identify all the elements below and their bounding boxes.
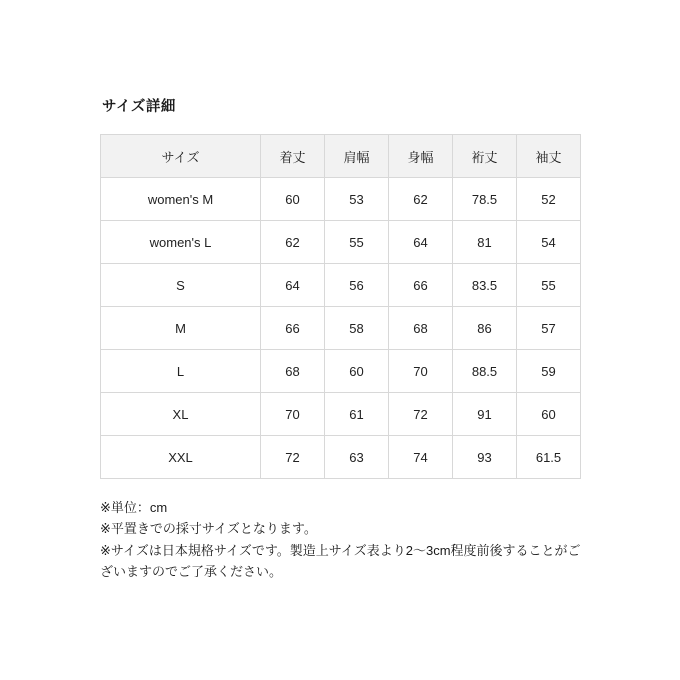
cell-shoulder: 63 xyxy=(325,436,389,479)
cell-chest: 64 xyxy=(389,221,453,264)
cell-sleeve: 57 xyxy=(517,307,581,350)
cell-sleeve: 59 xyxy=(517,350,581,393)
column-header-sleeve: 袖丈 xyxy=(517,135,581,178)
cell-sleeve-span: 78.5 xyxy=(453,178,517,221)
cell-shoulder: 53 xyxy=(325,178,389,221)
cell-sleeve-span: 81 xyxy=(453,221,517,264)
cell-sleeve: 61.5 xyxy=(517,436,581,479)
table-row xyxy=(101,264,581,307)
table-row xyxy=(101,221,581,264)
cell-chest: 62 xyxy=(389,178,453,221)
cell-length: 68 xyxy=(261,350,325,393)
cell-sleeve-span: 91 xyxy=(453,393,517,436)
cell-length: 72 xyxy=(261,436,325,479)
cell-size: XXL xyxy=(101,436,261,479)
cell-sleeve-span: 88.5 xyxy=(453,350,517,393)
column-header-chest: 身幅 xyxy=(389,135,453,178)
cell-sleeve: 52 xyxy=(517,178,581,221)
cell-sleeve-span: 93 xyxy=(453,436,517,479)
cell-shoulder: 60 xyxy=(325,350,389,393)
cell-sleeve-span: 86 xyxy=(453,307,517,350)
column-header-shoulder: 肩幅 xyxy=(325,135,389,178)
cell-shoulder: 58 xyxy=(325,307,389,350)
cell-sleeve: 54 xyxy=(517,221,581,264)
table-row xyxy=(101,436,581,479)
table-header xyxy=(101,135,581,178)
column-header-length: 着丈 xyxy=(261,135,325,178)
column-header-sleeve-span: 裄丈 xyxy=(453,135,517,178)
note-tolerance: ※サイズは日本規格サイズです。製造上サイズ表より2〜3cm程度前後することがございますのでご了承ください。 xyxy=(100,542,581,580)
cell-sleeve: 55 xyxy=(517,264,581,307)
cell-length: 62 xyxy=(261,221,325,264)
cell-chest: 74 xyxy=(389,436,453,479)
size-chart-table xyxy=(100,134,581,479)
cell-length: 70 xyxy=(261,393,325,436)
column-header-size: サイズ xyxy=(101,135,261,178)
table-row xyxy=(101,307,581,350)
table-body xyxy=(101,178,581,479)
cell-size: S xyxy=(101,264,261,307)
cell-size: XL xyxy=(101,393,261,436)
cell-chest: 70 xyxy=(389,350,453,393)
cell-size: women's L xyxy=(101,221,261,264)
table-row xyxy=(101,350,581,393)
table-row xyxy=(101,393,581,436)
cell-shoulder: 55 xyxy=(325,221,389,264)
note-unit: ※単位：cm xyxy=(100,500,168,515)
cell-size: women's M xyxy=(101,178,261,221)
cell-chest: 72 xyxy=(389,393,453,436)
cell-shoulder: 61 xyxy=(325,393,389,436)
cell-chest: 68 xyxy=(389,307,453,350)
notes-block xyxy=(100,497,586,583)
cell-size: L xyxy=(101,350,261,393)
cell-sleeve-span: 83.5 xyxy=(453,264,517,307)
page-title: サイズ詳細 xyxy=(102,99,176,115)
table-header-row xyxy=(101,135,581,178)
cell-size: M xyxy=(101,307,261,350)
cell-sleeve: 60 xyxy=(517,393,581,436)
table-row xyxy=(101,178,581,221)
cell-chest: 66 xyxy=(389,264,453,307)
note-measurement-method: ※平置きでの採寸サイズとなります。 xyxy=(100,521,317,537)
cell-length: 66 xyxy=(261,307,325,350)
cell-shoulder: 56 xyxy=(325,264,389,307)
cell-length: 60 xyxy=(261,178,325,221)
cell-length: 64 xyxy=(261,264,325,307)
